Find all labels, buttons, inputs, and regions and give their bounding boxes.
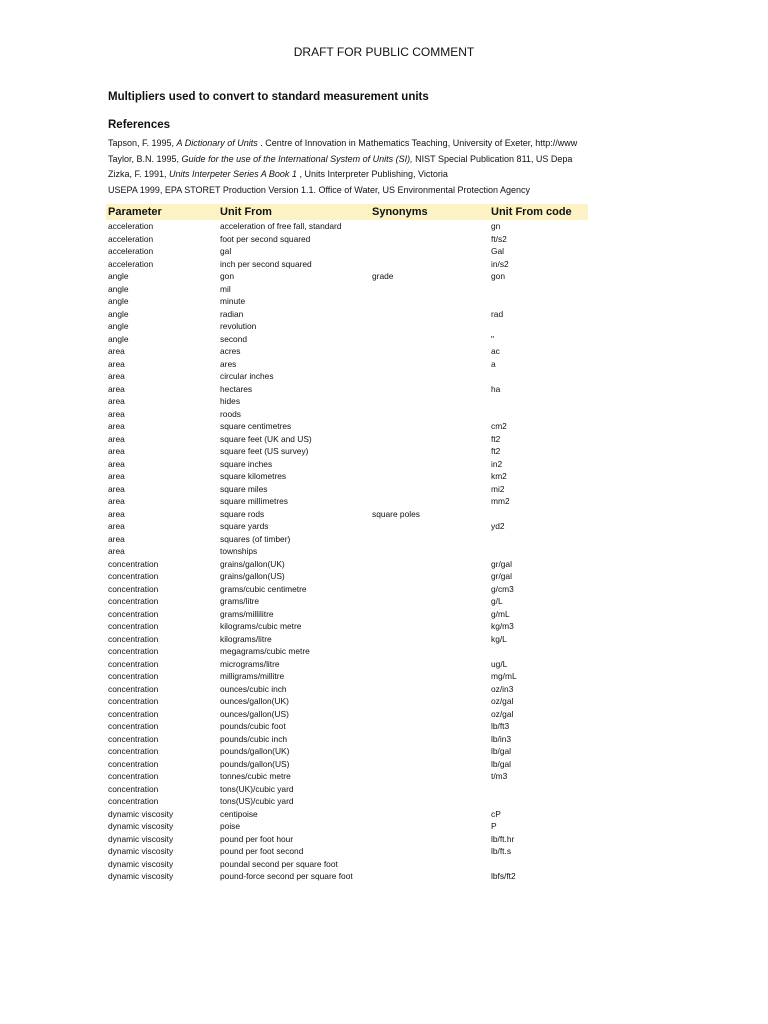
cell-parameter: dynamic viscosity (108, 833, 174, 844)
cell-unit-code: kg/m3 (491, 621, 514, 631)
cell-unit-from: roods (220, 408, 241, 419)
table-row (106, 520, 588, 533)
cell-unit-code: rad (491, 308, 504, 319)
cell-parameter: angle (108, 333, 129, 344)
reference-text: . Centre of Innovation in Mathematics Teaching, University of Exeter, http://www (257, 138, 578, 148)
cell-unit-code: t/m3 (491, 771, 508, 781)
cell-parameter: area (108, 371, 125, 381)
table-row (106, 333, 588, 346)
cell-unit-from: foot per second squared (220, 233, 311, 244)
cell-unit-code: kg/L (491, 633, 507, 644)
reference-item (108, 152, 587, 168)
cell-parameter: acceleration (108, 246, 154, 256)
cell-unit-code: mm2 (491, 496, 510, 506)
cell-unit-from: pounds/cubic foot (220, 721, 286, 731)
cell-unit-from: grams/litre (220, 596, 260, 606)
table-row (106, 858, 588, 871)
reference-item (108, 136, 587, 152)
table-row (106, 583, 588, 596)
cell-parameter: area (108, 483, 125, 494)
table-row (106, 458, 588, 471)
cell-parameter: concentration (108, 771, 159, 781)
table-row (106, 833, 588, 846)
cell-parameter: concentration (108, 621, 159, 631)
table-row (106, 483, 588, 496)
cell-parameter: concentration (108, 671, 159, 681)
table-row (106, 270, 588, 283)
cell-unit-code: ft2 (491, 446, 501, 456)
table-row (106, 808, 588, 821)
table-row (106, 533, 588, 546)
table-row (106, 633, 588, 646)
cell-unit-code: ha (491, 383, 501, 394)
cell-parameter: angle (108, 321, 129, 331)
cell-unit-from: ounces/cubic inch (220, 683, 287, 694)
cell-parameter: concentration (108, 571, 159, 581)
cell-unit-from: grams/cubic centimetre (220, 583, 307, 594)
cell-unit-code: in/s2 (491, 258, 509, 269)
cell-parameter: concentration (108, 608, 159, 619)
table-row (106, 870, 588, 883)
table-row (106, 433, 588, 446)
cell-unit-code: lb/gal (491, 758, 512, 769)
cell-unit-from: poundal second per square foot (220, 858, 338, 869)
cell-parameter: area (108, 421, 125, 431)
table-row (106, 670, 588, 683)
cell-parameter: dynamic viscosity (108, 871, 174, 881)
column-header-synonyms: Synonyms (372, 206, 428, 218)
cell-parameter: angle (108, 308, 129, 319)
cell-unit-code: mi2 (491, 483, 505, 494)
table-row (106, 795, 588, 808)
cell-parameter: angle (108, 296, 129, 306)
cell-unit-from: townships (220, 546, 258, 556)
cell-parameter: area (108, 533, 125, 544)
cell-unit-from: megagrams/cubic metre (220, 646, 310, 656)
cell-parameter: area (108, 521, 125, 531)
cell-parameter: area (108, 433, 125, 444)
table-row (106, 683, 588, 696)
cell-unit-code: gon (491, 271, 505, 281)
table-row (106, 245, 588, 258)
cell-unit-from: grams/millilitre (220, 608, 274, 619)
table-row (106, 445, 588, 458)
cell-unit-code: gr/gal (491, 571, 512, 581)
cell-parameter: area (108, 396, 125, 406)
cell-unit-from: micrograms/litre (220, 658, 280, 669)
cell-unit-code: g/cm3 (491, 583, 514, 594)
table-row (106, 495, 588, 508)
table-row (106, 383, 588, 396)
cell-unit-from: hectares (220, 383, 253, 394)
table-row (106, 295, 588, 308)
cell-unit-code: Gal (491, 246, 505, 256)
cell-unit-from: acres (220, 346, 241, 356)
table-row (106, 758, 588, 771)
column-header-unit-from: Unit From (220, 206, 272, 218)
cell-unit-code: gr/gal (491, 558, 512, 569)
cell-unit-code: " (491, 333, 494, 344)
reference-text: Zizka, F. 1991, (108, 169, 170, 179)
cell-unit-from: pounds/gallon(UK) (220, 746, 290, 756)
cell-parameter: area (108, 446, 125, 456)
cell-unit-from: square inches (220, 458, 273, 469)
table-row (106, 258, 588, 271)
cell-unit-code: ft2 (491, 433, 501, 444)
table-row (106, 358, 588, 371)
table-row (106, 420, 588, 433)
cell-unit-code: mg/mL (491, 671, 517, 681)
cell-unit-from: hides (220, 396, 241, 406)
cell-unit-from: tons(US)/cubic yard (220, 796, 294, 806)
table-row (106, 658, 588, 671)
cell-unit-from: square feet (UK and US) (220, 433, 312, 444)
references-list (108, 136, 587, 198)
cell-unit-code: a (491, 358, 496, 369)
cell-parameter: concentration (108, 796, 159, 806)
cell-unit-code: km2 (491, 471, 507, 481)
cell-parameter: concentration (108, 696, 159, 706)
cell-unit-code: oz/gal (491, 696, 514, 706)
cell-unit-code: lb/in3 (491, 733, 512, 744)
references-heading: References (108, 119, 171, 131)
table-row (106, 695, 588, 708)
cell-unit-from: square centimetres (220, 421, 292, 431)
cell-parameter: area (108, 458, 125, 469)
reference-title: Guide for the use of the International System of Units (SI), (181, 153, 413, 164)
reference-title: A Dictionary of Units (176, 138, 258, 148)
cell-unit-from: pound per foot hour (220, 833, 294, 844)
cell-unit-code: oz/in3 (491, 683, 514, 694)
cell-unit-code: P (491, 821, 497, 831)
table-row (106, 570, 588, 583)
cell-unit-from: ounces/gallon(US) (220, 708, 289, 719)
cell-unit-from: centipoise (220, 808, 258, 819)
cell-parameter: concentration (108, 683, 159, 694)
cell-parameter: area (108, 358, 125, 369)
table-row (106, 233, 588, 246)
cell-unit-from: pounds/cubic inch (220, 733, 288, 744)
cell-unit-from: square feet (US survey) (220, 446, 309, 456)
cell-parameter: concentration (108, 596, 159, 606)
reference-title: Units Interpeter Series A Book 1 (169, 169, 297, 179)
table-row (106, 845, 588, 858)
cell-parameter: dynamic viscosity (108, 858, 174, 869)
cell-unit-code: lbfs/ft2 (491, 871, 516, 881)
cell-unit-code: g/mL (491, 608, 510, 619)
cell-parameter: dynamic viscosity (108, 821, 174, 831)
cell-parameter: concentration (108, 583, 159, 594)
cell-unit-from: pounds/gallon(US) (220, 758, 290, 769)
cell-unit-code: oz/gal (491, 708, 514, 719)
cell-unit-from: grains/gallon(US) (220, 571, 285, 581)
table-row (106, 220, 588, 233)
cell-parameter: area (108, 508, 125, 519)
table-row (106, 595, 588, 608)
cell-unit-from: tonnes/cubic metre (220, 771, 291, 781)
reference-text: NIST Special Publication 811, US Depa (412, 153, 573, 164)
cell-parameter: concentration (108, 783, 159, 794)
cell-parameter: concentration (108, 658, 159, 669)
cell-unit-code: ug/L (491, 658, 508, 669)
cell-parameter: concentration (108, 558, 159, 569)
cell-synonyms: square poles (372, 508, 420, 519)
cell-unit-code: cP (491, 808, 501, 819)
cell-parameter: area (108, 346, 125, 356)
table-header-row (106, 204, 588, 220)
cell-parameter: concentration (108, 746, 159, 756)
cell-unit-from: radian (220, 308, 244, 319)
reference-text: Taylor, B.N. 1995, (108, 153, 182, 164)
cell-unit-from: squares (of timber) (220, 533, 291, 544)
cell-parameter: area (108, 383, 125, 394)
units-table (106, 204, 588, 883)
cell-unit-code: lb/ft.hr (491, 833, 515, 844)
cell-parameter: dynamic viscosity (108, 846, 174, 856)
cell-parameter: concentration (108, 708, 159, 719)
column-header-parameter: Parameter (108, 206, 162, 218)
cell-unit-from: tons(UK)/cubic yard (220, 783, 294, 794)
table-row (106, 395, 588, 408)
cell-unit-from: poise (220, 821, 241, 831)
cell-unit-from: square millimetres (220, 496, 288, 506)
reference-text: , Units Interpreter Publishing, Victoria (296, 169, 448, 179)
cell-unit-code: gn (491, 221, 501, 231)
cell-unit-code: lb/ft.s (491, 846, 512, 856)
table-row (106, 733, 588, 746)
cell-parameter: acceleration (108, 258, 154, 269)
table-row (106, 320, 588, 333)
cell-unit-code: yd2 (491, 521, 505, 531)
cell-parameter: acceleration (108, 221, 154, 231)
cell-unit-from: pound-force second per square foot (220, 871, 353, 881)
table-row (106, 470, 588, 483)
cell-unit-code: in2 (491, 458, 503, 469)
cell-unit-from: kilograms/cubic metre (220, 621, 302, 631)
cell-parameter: area (108, 408, 125, 419)
cell-unit-from: grains/gallon(UK) (220, 558, 285, 569)
cell-unit-code: ft/s2 (491, 233, 507, 244)
cell-parameter: concentration (108, 633, 159, 644)
table-row (106, 820, 588, 833)
cell-unit-from: circular inches (220, 371, 274, 381)
cell-unit-from: gal (220, 246, 232, 256)
cell-unit-from: square rods (220, 508, 265, 519)
table-row (106, 720, 588, 733)
cell-unit-code: cm2 (491, 421, 507, 431)
cell-parameter: acceleration (108, 233, 154, 244)
cell-unit-from: mil (220, 283, 231, 294)
cell-unit-code: ac (491, 346, 500, 356)
cell-unit-code: lb/gal (491, 746, 512, 756)
cell-unit-from: revolution (220, 321, 257, 331)
cell-parameter: dynamic viscosity (108, 808, 174, 819)
table-row (106, 370, 588, 383)
table-row (106, 608, 588, 621)
reference-item (108, 167, 587, 183)
table-row (106, 645, 588, 658)
cell-parameter: area (108, 496, 125, 506)
cell-unit-from: acceleration of free fall, standard (220, 221, 342, 231)
document-title: Multipliers used to convert to standard measurement units (108, 91, 429, 103)
reference-text: Tapson, F. 1995, (108, 138, 177, 148)
table-row (106, 508, 588, 521)
table-row (106, 708, 588, 721)
table-row (106, 558, 588, 571)
cell-unit-from: inch per second squared (220, 258, 312, 269)
cell-parameter: concentration (108, 733, 159, 744)
reference-text: USEPA 1999, EPA STORET Production Version 1.1. Office of Water, US Environmental Protection Agency (108, 184, 531, 195)
table-row (106, 308, 588, 321)
page-header: DRAFT FOR PUBLIC COMMENT (293, 45, 475, 59)
cell-unit-from: ounces/gallon(UK) (220, 696, 289, 706)
table-row (106, 770, 588, 783)
cell-unit-from: square kilometres (220, 471, 287, 481)
table-row (106, 745, 588, 758)
cell-unit-from: minute (220, 296, 246, 306)
table-row (106, 345, 588, 358)
cell-synonyms: grade (372, 271, 394, 281)
table-row (106, 783, 588, 796)
table-row (106, 620, 588, 633)
cell-unit-from: pound per foot second (220, 846, 304, 856)
cell-unit-from: ares (220, 358, 237, 369)
cell-parameter: concentration (108, 646, 159, 656)
cell-parameter: angle (108, 271, 129, 281)
cell-parameter: concentration (108, 758, 159, 769)
table-row (106, 283, 588, 296)
reference-item (108, 183, 587, 199)
cell-unit-from: milligrams/millitre (220, 671, 285, 681)
cell-parameter: angle (108, 283, 129, 294)
table-row (106, 408, 588, 421)
cell-parameter: concentration (108, 721, 159, 731)
cell-unit-from: kilograms/litre (220, 633, 272, 644)
table-body (106, 220, 588, 883)
column-header-unit-from-code: Unit From code (491, 206, 572, 218)
cell-unit-code: lb/ft3 (491, 721, 510, 731)
cell-unit-code: g/L (491, 596, 503, 606)
table-row (106, 545, 588, 558)
cell-parameter: area (108, 471, 125, 481)
cell-parameter: area (108, 546, 125, 556)
cell-unit-from: gon (220, 271, 234, 281)
cell-unit-from: square yards (220, 521, 269, 531)
cell-unit-from: second (220, 333, 248, 344)
cell-unit-from: square miles (220, 483, 268, 494)
